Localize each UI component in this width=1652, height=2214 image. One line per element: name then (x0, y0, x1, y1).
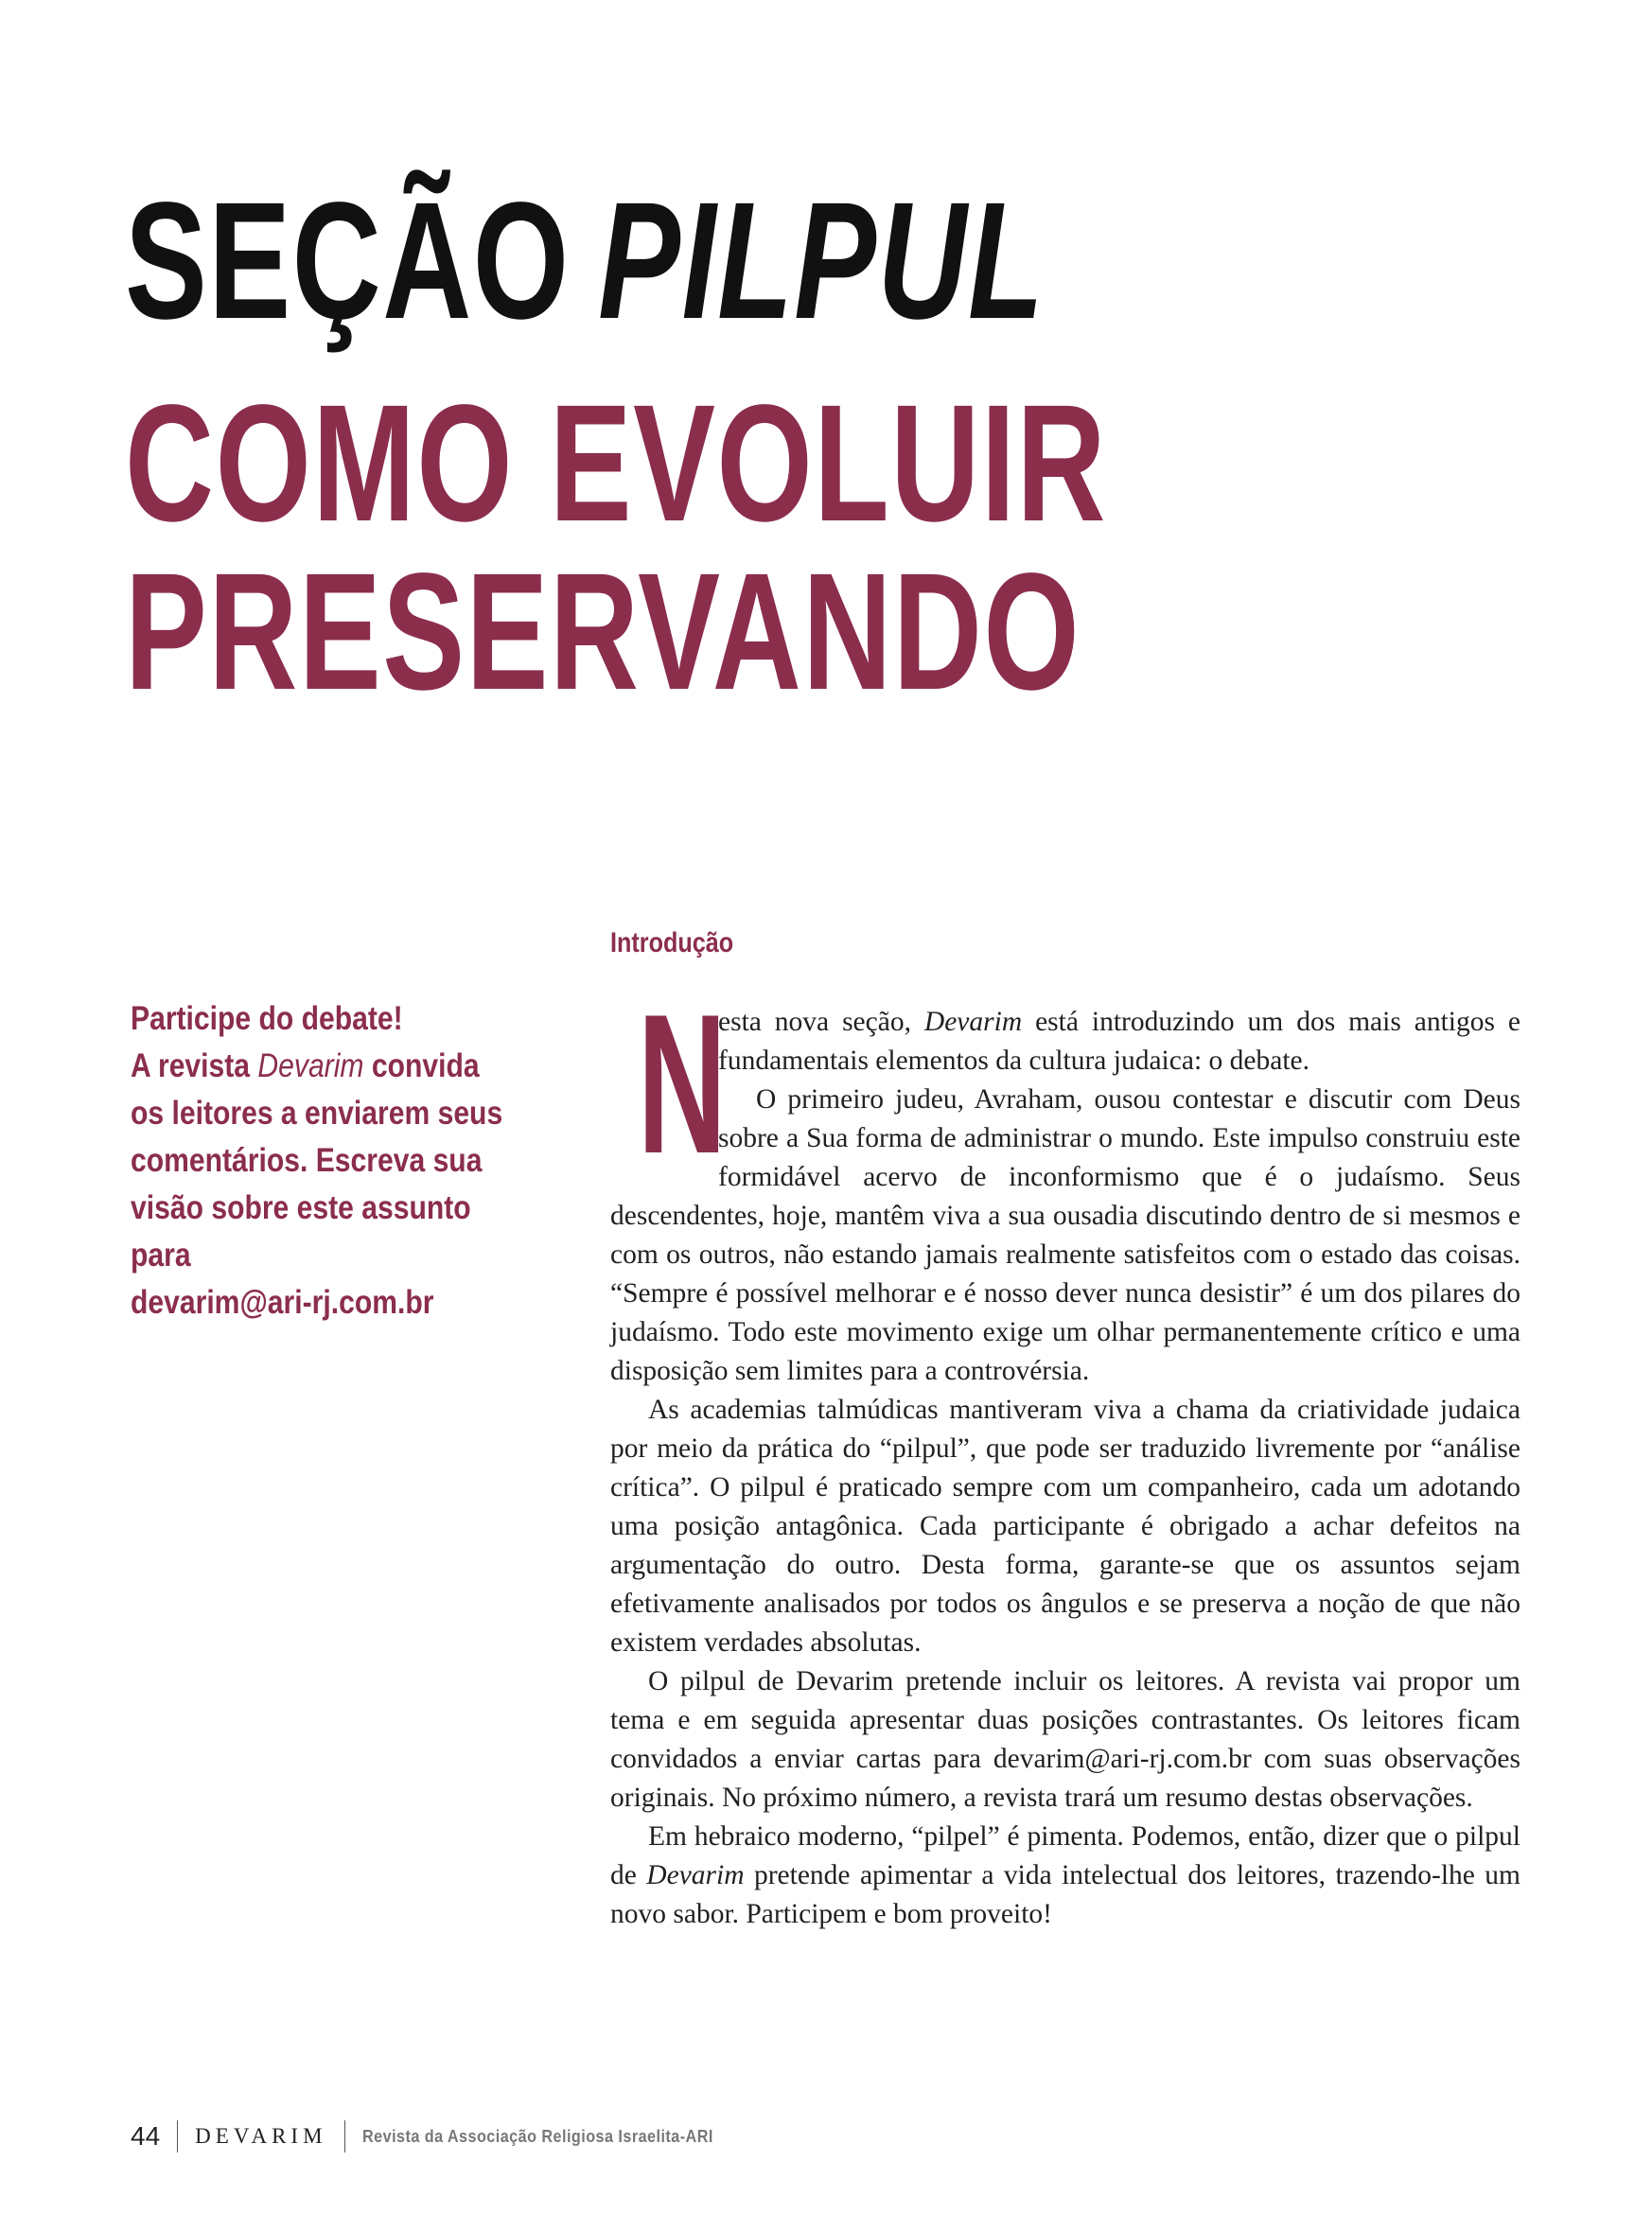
drop-cap (610, 973, 727, 1195)
callout-magazine-name: Devarim (257, 1047, 364, 1084)
callout-line: comentários. Escreva sua (131, 1142, 483, 1179)
magazine-name-italic: Devarim (923, 1007, 1023, 1037)
article-paragraph (610, 973, 1521, 1195)
paragraph-text: Em hebraico moderno, “pilpel” é pimenta. Podemos, então, dizer que o pilpul de (610, 1821, 1520, 1890)
callout-line: visão sobre este assunto para (131, 1189, 471, 1274)
section-title-italic: PILPUL (598, 168, 1046, 354)
paragraph-text: está introduzindo um dos mais antigos e fundamentais elementos da cultura judaica: o debate. (718, 1007, 1521, 1076)
headline-line-2: PRESERVANDO (125, 539, 1081, 725)
section-title (125, 168, 1046, 354)
drop-cap-letter: N (637, 973, 727, 1195)
article-heading: Introdução (610, 927, 734, 958)
article-paragraph (610, 1818, 1520, 1934)
callout-text: convida (363, 1047, 480, 1084)
magazine-subtitle: Revista da Associação Religiosa Israelita-ARI (361, 2126, 713, 2146)
callout-email: devarim@ari-rj.com.br (131, 1284, 434, 1321)
section-title-plain: SEÇÃO (125, 168, 571, 354)
callout-line (131, 1043, 537, 1090)
headline-line-1: COMO EVOLUIR (125, 371, 1108, 556)
magazine-name-italic: Devarim (646, 1860, 745, 1890)
sidebar-callout (131, 995, 537, 1327)
callout-line: Participe do debate! (131, 1000, 403, 1037)
paragraph-text: esta nova seção, (718, 1007, 924, 1037)
page-number: 44 (131, 2121, 161, 2151)
article-body (610, 973, 1521, 1934)
footer-divider (177, 2120, 178, 2152)
footer-divider (344, 2120, 345, 2152)
article-paragraph: O pilpul de Devarim pretende incluir os leitores. A revista vai propor um tema e em seguida apresentar duas posições contrastantes. Os leitores ficam convidados a enviar cartas para devarim@ari-rj.com.br com suas observações originais. No próximo número, a revista trará um resumo destas observações. (610, 1666, 1520, 1813)
article-paragraph: O primeiro judeu, Avraham, ousou contestar e discutir com Deus sobre a Sua forma de administrar o mundo. Este impulso construiu este formidável acervo de inconformismo que é o judaísmo. Seus descendentes, hoje, mantêm viva a sua ousadia discutindo dentro de si mesmos e com os outros, não estando jamais realmente satisfeitos com o estado das coisas. “Sempre é possível melhorar e é nosso dever nunca desistir” é um dos pilares do judaísmo. Todo este movimento exige um olhar permanentemente crítico e uma disposição sem limites para a controvérsia. (610, 1084, 1520, 1386)
magazine-name: DEVARIM (195, 2124, 327, 2148)
callout-line: os leitores a enviarem seus (131, 1095, 503, 1132)
paragraph-text: pretende apimentar a vida intelectual dos leitores, trazendo-lhe um novo sabor. Participem e bom proveito! (610, 1860, 1521, 1929)
callout-text: A revista (131, 1047, 258, 1084)
page-footer (131, 2117, 752, 2155)
article-paragraph: As academias talmúdicas mantiveram viva a chama da criatividade judaica por meio da prática do “pilpul”, que pode ser traduzido livremente por “análise crítica”. O pilpul é praticado sempre com um companheiro, cada um adotando uma posição antagônica. Cada participante é obrigado a achar defeitos na argumentação do outro. Desta forma, garante-se que os assuntos sejam efetivamente analisados por todos os ângulos e se preserva a noção de que não existem verdades absolutas. (610, 1395, 1520, 1658)
